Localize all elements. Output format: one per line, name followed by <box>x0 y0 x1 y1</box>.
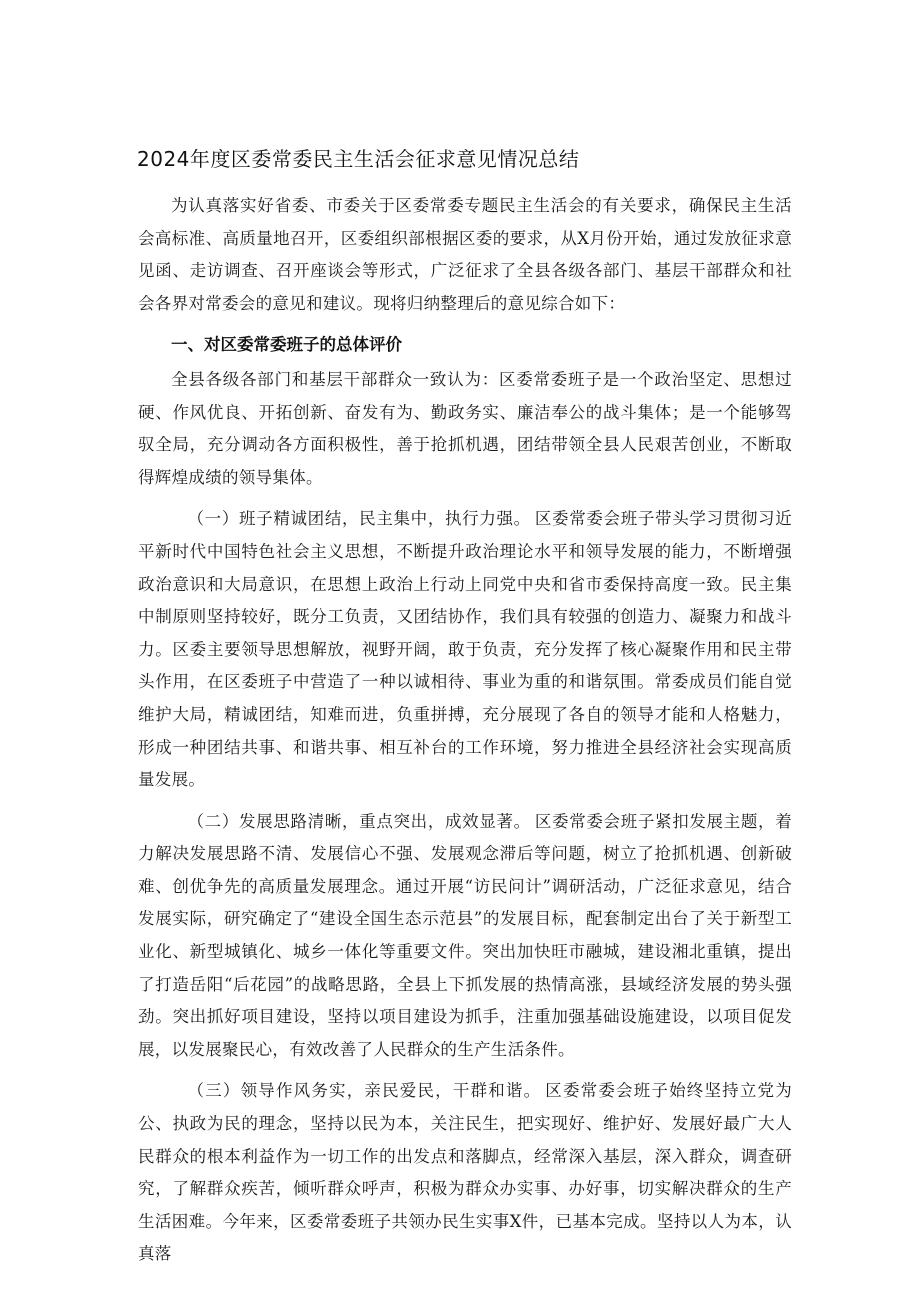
point-lead-1: （一）班子精诚团结，民主集中，执行力强。 <box>187 509 531 529</box>
document-title: 2024年度区委常委民主生活会征求意见情况总结 <box>137 147 580 171</box>
point-paragraph-2 <box>138 806 792 1067</box>
point-paragraph-3 <box>138 1075 792 1271</box>
point-lead-2: （二）发展思路清晰，重点突出，成效显著。 <box>187 811 531 831</box>
point-paragraph-1 <box>138 503 792 796</box>
document-body <box>138 190 792 1280</box>
point-text-2: 区委常委会班子紧扣发展主题，着力解决发展思路不清、发展信心不强、发展观念滞后等问题，树立了抢抓机遇、创新破难、创优争先的高质量发展理念。通过开展“访民问计”调研活动，广泛征求意见，结合发展实际，研究确定了“建设全国生态示范县”的发展目标，配套制定出台了关于新型工业化、新型城镇化、城乡一体化等重要文件。突出加快旺市融城，建设湘北重镇，提出了打造岳阳“后花园”的战略思路，全县上下抓发展的热情高涨，县域经济发展的势头强劲。突出抓好项目建设，坚持以项目建设为抓手，注重加强基础设施建设，以项目促发展，以发展聚民心，有效改善了人民群众的生产生活条件。 <box>138 811 793 1059</box>
intro-paragraph: 为认真落实好省委、市委关于区委常委专题民主生活会的有关要求，确保民主生活会高标准、高质量地召开，区委组织部根据区委的要求，从X月份开始，通过发放征求意见函、走访调查、召开座谈会等形式，广泛征求了全县各级各部门、基层干部群众和社会各界对常委会的意见和建议。现将归纳整理后的意见综合如下： <box>138 196 792 313</box>
summary-paragraph: 全县各级各部门和基层干部群众一致认为：区委常委班子是一个政治坚定、思想过硬、作风优良、开拓创新、奋发有为、勤政务实、廉洁奉公的战斗集体；是一个能够驾驭全局，充分调动各方面积极性，善于抢抓机遇，团结带领全县人民艰苦创业，不断取得辉煌成绩的领导集体。 <box>138 369 792 487</box>
point-text-1: 区委常委会班子带头学习贯彻习近平新时代中国特色社会主义思想，不断提升政治理论水平和领导发展的能力，不断增强政治意识和大局意识，在思想上政治上行动上同党中央和省市委保持高度一致。民主集中制原则坚持较好，既分工负责，又团结协作，我们具有较强的创造力、凝聚力和战斗力。区委主要领导思想解放，视野开阔，敢于负责，充分发挥了核心凝聚作用和民主带头作用，在区委班子中营造了一种以诚相待、事业为重的和谐氛围。常委成员们能自觉维护大局，精诚团结，知难而进，负重拼搏，充分展现了各自的领导才能和人格魅力，形成一种团结共事、和谐共事、相互补台的工作环境，努力推进全县经济社会实现高质量发展。 <box>138 509 793 790</box>
section-heading: 一、对区委常委班子的总体评价 <box>171 335 402 355</box>
point-lead-3: （三）领导作风务实，亲民爱民，干群和谐。 <box>187 1081 542 1101</box>
point-text-3: 区委常委会班子始终坚持立党为公、执政为民的理念，坚持以民为本，关注民生，把实现好、维护好、发展好最广大人民群众的根本利益作为一切工作的出发点和落脚点，经常深入基层，深入群众，调查研究，了解群众疾苦，倾听群众呼声，积极为群众办实事、办好事，切实解决群众的生产生活困难。今年来，区委常委班子共领办民生实事X件，已基本完成。坚持以人为本，认真落 <box>138 1081 793 1264</box>
